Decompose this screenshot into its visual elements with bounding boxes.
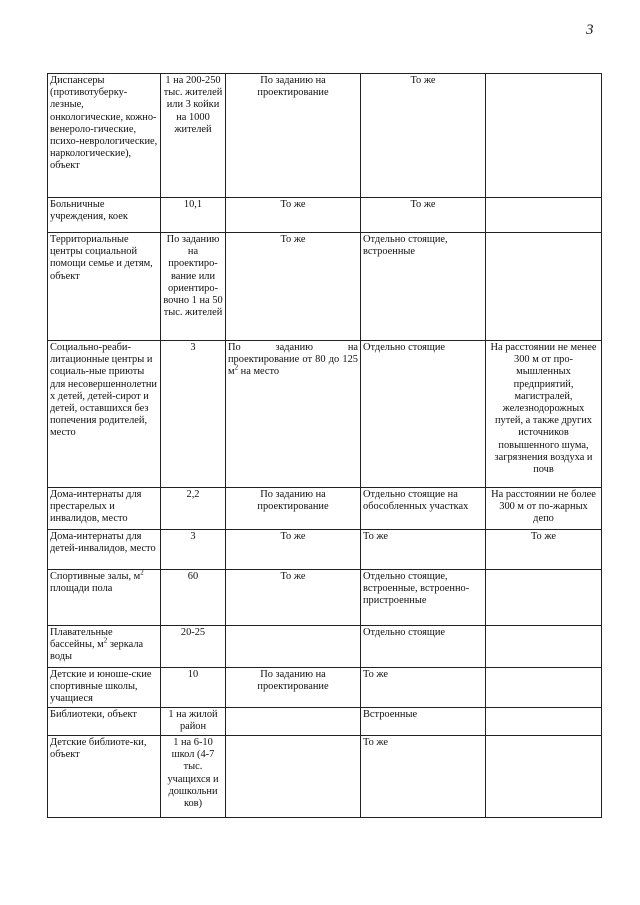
table-row <box>48 668 602 708</box>
cell-placement: Отдельно стоящие, встроенные <box>361 233 486 341</box>
cell-area <box>226 736 361 818</box>
cell-area <box>226 341 361 488</box>
cell-facility: Территориальные центры социальной помощи семье и детям, объект <box>48 233 161 341</box>
cell-norm: 60 <box>161 570 226 626</box>
cell-facility: Диспансеры (противотуберку-лезные, онкологические, кожно-венероло-гические, психо-неврологические, наркологические), объект <box>48 74 161 198</box>
cell-facility: Дома-интернаты для детей-инвалидов, место <box>48 530 161 570</box>
facility-text: Плавательные бассейны, м <box>50 627 113 651</box>
cell-norm: По заданию на проектиро-вание или ориентиро-вочно 1 на 50 тыс. жителей <box>161 233 226 341</box>
cell-area: То же <box>226 570 361 626</box>
cell-area: По заданию на проектирование <box>226 488 361 530</box>
table-row <box>48 570 602 626</box>
cell-norm: 20-25 <box>161 626 226 668</box>
cell-area <box>226 626 361 668</box>
cell-norm: 1 на 6-10 школ (4-7 тыс. учащихся и дошкольни ков) <box>161 736 226 818</box>
table-row <box>48 488 602 530</box>
cell-placement: Встроенные <box>361 708 486 736</box>
cell-notes <box>486 626 602 668</box>
facility-text-tail: площади пола <box>50 583 113 595</box>
cell-norm: 1 на 200-250 тыс. жителей или 3 койки на 1000 жителей <box>161 74 226 198</box>
table-row <box>48 626 602 668</box>
table-row <box>48 198 602 233</box>
cell-notes: То же <box>486 530 602 570</box>
table-row <box>48 708 602 736</box>
page-number: 3 <box>586 22 594 38</box>
cell-placement: То же <box>361 198 486 233</box>
cell-placement: Отдельно стоящие, встроенные, встроенно-пристроенные <box>361 570 486 626</box>
cell-notes <box>486 708 602 736</box>
table-row <box>48 233 602 341</box>
cell-norm: 3 <box>161 341 226 488</box>
table-row <box>48 74 602 198</box>
cell-placement: Отдельно стоящие на обособленных участках <box>361 488 486 530</box>
table-row <box>48 530 602 570</box>
facility-text-tail: зеркала воды <box>50 639 144 663</box>
area-text-tail: на место <box>238 366 280 378</box>
cell-notes <box>486 198 602 233</box>
cell-area: То же <box>226 530 361 570</box>
cell-placement: Отдельно стоящие <box>361 626 486 668</box>
cell-area <box>226 708 361 736</box>
area-unit-superscript: 2 <box>140 569 144 577</box>
cell-area: То же <box>226 198 361 233</box>
cell-facility: Социально-реаби-литационные центры и социаль-ные приюты для несовершеннолетни х детей, детей-сирот и детей, оставшихся без попечения родителей, место <box>48 341 161 488</box>
cell-facility: Библиотеки, объект <box>48 708 161 736</box>
cell-placement: Отдельно стоящие <box>361 341 486 488</box>
cell-norm: 1 на жилой район <box>161 708 226 736</box>
norms-table <box>47 73 602 818</box>
cell-facility <box>48 626 161 668</box>
facility-text: Спортивные залы, м <box>50 571 141 582</box>
cell-notes <box>486 233 602 341</box>
area-text: По заданию на проектирование от 80 до 125 м <box>228 342 358 378</box>
table-row <box>48 736 602 818</box>
cell-area: То же <box>226 233 361 341</box>
cell-notes <box>486 74 602 198</box>
cell-area: По заданию на проектирование <box>226 668 361 708</box>
cell-placement: То же <box>361 74 486 198</box>
area-unit-superscript: 2 <box>103 636 108 645</box>
cell-facility <box>48 570 161 626</box>
cell-norm: 10 <box>161 668 226 708</box>
cell-facility: Дома-интернаты для престарелых и инвалидов, место <box>48 488 161 530</box>
cell-placement: То же <box>361 530 486 570</box>
cell-notes: На расстоянии не менее 300 м от про-мышленных предприятий, магистралей, железнодорожных путей, а также других источников повышенного шума, загрязнения воздуха и почв <box>486 341 602 488</box>
cell-norm: 10,1 <box>161 198 226 233</box>
table-row <box>48 341 602 488</box>
cell-facility: Больничные учреждения, коек <box>48 198 161 233</box>
cell-norm: 2,2 <box>161 488 226 530</box>
cell-area: По заданию на проектирование <box>226 74 361 198</box>
cell-notes <box>486 668 602 708</box>
cell-norm: 3 <box>161 530 226 570</box>
cell-placement: То же <box>361 736 486 818</box>
area-unit-superscript: 2 <box>234 363 239 372</box>
cell-placement: То же <box>361 668 486 708</box>
cell-notes <box>486 570 602 626</box>
cell-notes <box>486 736 602 818</box>
cell-facility: Детские и юноше-ские спортивные школы, учащиеся <box>48 668 161 708</box>
cell-notes: На расстоянии не более 300 м от по-жарных депо <box>486 488 602 530</box>
cell-facility: Детские библиоте-ки, объект <box>48 736 161 818</box>
